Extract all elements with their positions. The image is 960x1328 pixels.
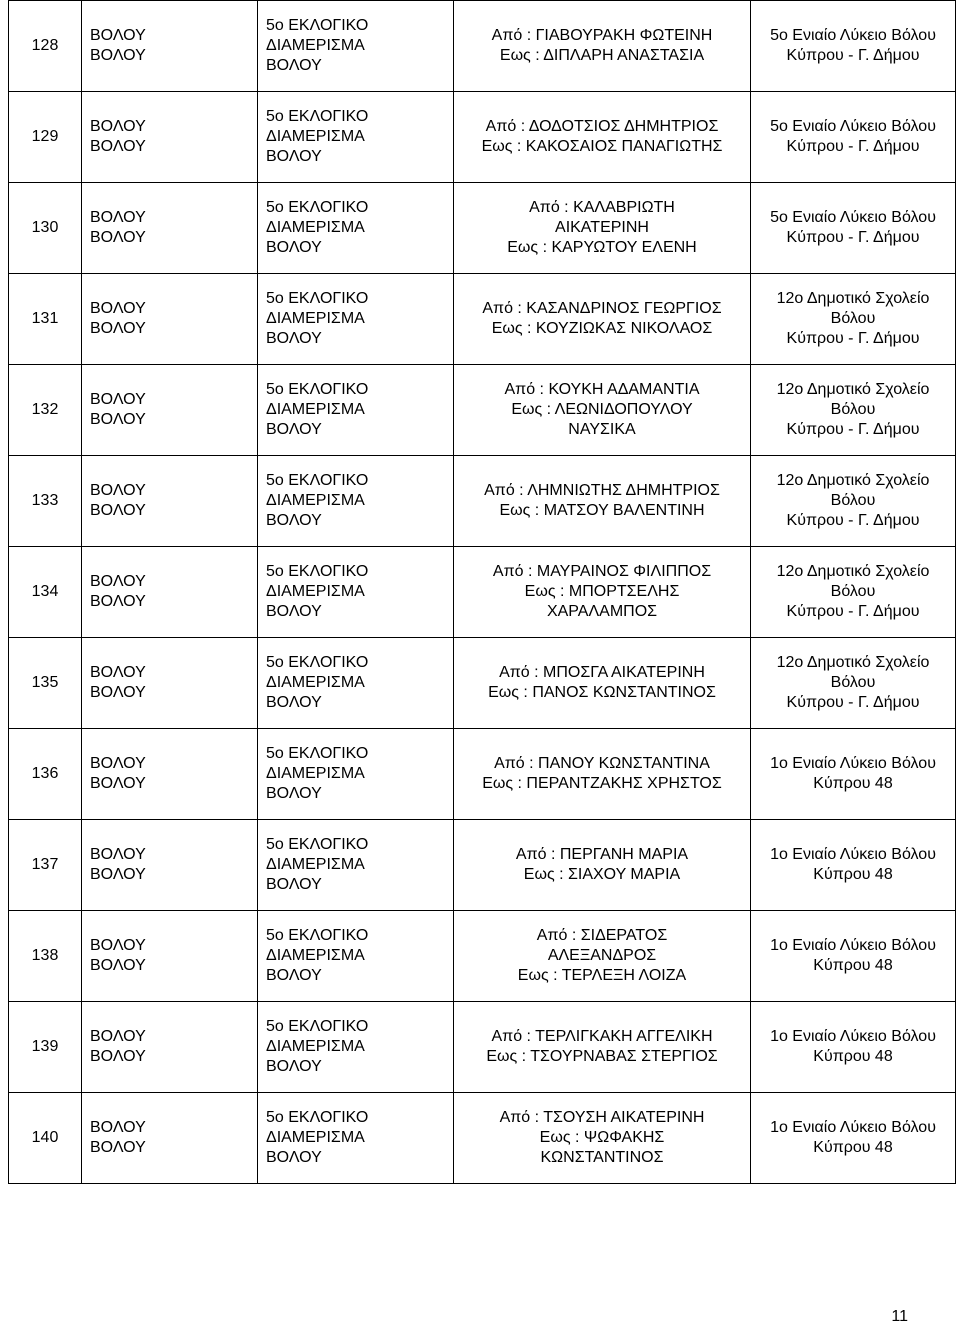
polling-place-cell: 12ο Δημοτικό Σχολείο Βόλου Κύπρου - Γ. Δήμου [751,456,956,547]
surname-range-cell: Από : ΜΠΟΣΓΑ ΑΙΚΑΤΕΡΙΝΗ Εως : ΠΑΝΟΣ ΚΩΝΣΤΑΝΤΙΝΟΣ [454,638,751,729]
municipality-cell: ΒΟΛΟΥ ΒΟΛΟΥ [82,456,258,547]
municipality-cell: ΒΟΛΟΥ ΒΟΛΟΥ [82,638,258,729]
municipality-cell: ΒΟΛΟΥ ΒΟΛΟΥ [82,729,258,820]
station-number: 134 [9,547,82,638]
polling-place-cell: 5ο Ενιαίο Λύκειο Βόλου Κύπρου - Γ. Δήμου [751,183,956,274]
surname-range-cell: Από : ΣΙΔΕΡΑΤΟΣ ΑΛΕΞΑΝΔΡΟΣ Εως : ΤΕΡΛΕΞΗ ΛΟΙΖΑ [454,911,751,1002]
surname-range-cell: Από : ΚΑΣΑΝΔΡΙΝΟΣ ΓΕΩΡΓΙΟΣ Εως : ΚΟΥΖΙΩΚΑΣ ΝΙΚΟΛΑΟΣ [454,274,751,365]
table-row [9,638,956,729]
district-cell: 5ο ΕΚΛΟΓΙΚΟ ΔΙΑΜΕΡΙΣΜΑ ΒΟΛΟΥ [258,911,454,1002]
polling-place-cell: 1ο Ενιαίο Λύκειο Βόλου Κύπρου 48 [751,820,956,911]
polling-place-cell: 1ο Ενιαίο Λύκειο Βόλου Κύπρου 48 [751,1002,956,1093]
district-cell: 5ο ΕΚΛΟΓΙΚΟ ΔΙΑΜΕΡΙΣΜΑ ΒΟΛΟΥ [258,183,454,274]
table-row [9,547,956,638]
surname-range-cell: Από : ΤΣΟΥΣΗ ΑΙΚΑΤΕΡΙΝΗ Εως : ΨΩΦΑΚΗΣ ΚΩΝΣΤΑΝΤΙΝΟΣ [454,1093,751,1184]
municipality-cell: ΒΟΛΟΥ ΒΟΛΟΥ [82,820,258,911]
table-row [9,729,956,820]
table-row [9,274,956,365]
municipality-cell: ΒΟΛΟΥ ΒΟΛΟΥ [82,92,258,183]
table-row [9,365,956,456]
station-number: 128 [9,1,82,92]
surname-range-cell: Από : ΚΟΥΚΗ ΑΔΑΜΑΝΤΙΑ Εως : ΛΕΩΝΙΔΟΠΟΥΛΟΥ ΝΑΥΣΙΚΑ [454,365,751,456]
station-number: 129 [9,92,82,183]
district-cell: 5ο ΕΚΛΟΓΙΚΟ ΔΙΑΜΕΡΙΣΜΑ ΒΟΛΟΥ [258,547,454,638]
polling-place-cell: 1ο Ενιαίο Λύκειο Βόλου Κύπρου 48 [751,1093,956,1184]
municipality-cell: ΒΟΛΟΥ ΒΟΛΟΥ [82,1093,258,1184]
surname-range-cell: Από : ΤΕΡΛΙΓΚΑΚΗ ΑΓΓΕΛΙΚΗ Εως : ΤΣΟΥΡΝΑΒΑΣ ΣΤΕΡΓΙΟΣ [454,1002,751,1093]
surname-range-cell: Από : ΛΗΜΝΙΩΤΗΣ ΔΗΜΗΤΡΙΟΣ Εως : ΜΑΤΣΟΥ ΒΑΛΕΝΤΙΝΗ [454,456,751,547]
table-row [9,1002,956,1093]
municipality-cell: ΒΟΛΟΥ ΒΟΛΟΥ [82,1,258,92]
district-cell: 5ο ΕΚΛΟΓΙΚΟ ΔΙΑΜΕΡΙΣΜΑ ΒΟΛΟΥ [258,638,454,729]
polling-place-cell: 1ο Ενιαίο Λύκειο Βόλου Κύπρου 48 [751,729,956,820]
surname-range-cell: Από : ΠΑΝΟΥ ΚΩΝΣΤΑΝΤΙΝΑ Εως : ΠΕΡΑΝΤΖΑΚΗΣ ΧΡΗΣΤΟΣ [454,729,751,820]
station-number: 140 [9,1093,82,1184]
municipality-cell: ΒΟΛΟΥ ΒΟΛΟΥ [82,1002,258,1093]
table-body [9,1,956,1184]
district-cell: 5ο ΕΚΛΟΓΙΚΟ ΔΙΑΜΕΡΙΣΜΑ ΒΟΛΟΥ [258,1093,454,1184]
surname-range-cell: Από : ΚΑΛΑΒΡΙΩΤΗ ΑΙΚΑΤΕΡΙΝΗ Εως : ΚΑΡΥΩΤΟΥ ΕΛΕΝΗ [454,183,751,274]
station-number: 135 [9,638,82,729]
district-cell: 5ο ΕΚΛΟΓΙΚΟ ΔΙΑΜΕΡΙΣΜΑ ΒΟΛΟΥ [258,1002,454,1093]
table-row [9,456,956,547]
polling-place-cell: 12ο Δημοτικό Σχολείο Βόλου Κύπρου - Γ. Δήμου [751,365,956,456]
polling-place-cell: 1ο Ενιαίο Λύκειο Βόλου Κύπρου 48 [751,911,956,1002]
table-row [9,1,956,92]
station-number: 136 [9,729,82,820]
table-row [9,1093,956,1184]
table-row [9,92,956,183]
polling-place-cell: 12ο Δημοτικό Σχολείο Βόλου Κύπρου - Γ. Δήμου [751,274,956,365]
surname-range-cell: Από : ΜΑΥΡΑΙΝΟΣ ΦΙΛΙΠΠΟΣ Εως : ΜΠΟΡΤΣΕΛΗΣ ΧΑΡΑΛΑΜΠΟΣ [454,547,751,638]
surname-range-cell: Από : ΓΙΑΒΟΥΡΑΚΗ ΦΩΤΕΙΝΗ Εως : ΔΙΠΛΑΡΗ ΑΝΑΣΤΑΣΙΑ [454,1,751,92]
table-row [9,820,956,911]
district-cell: 5ο ΕΚΛΟΓΙΚΟ ΔΙΑΜΕΡΙΣΜΑ ΒΟΛΟΥ [258,729,454,820]
surname-range-cell: Από : ΠΕΡΓΑΝΗ ΜΑΡΙΑ Εως : ΣΙΑΧΟΥ ΜΑΡΙΑ [454,820,751,911]
table-row [9,911,956,1002]
table-row [9,183,956,274]
district-cell: 5ο ΕΚΛΟΓΙΚΟ ΔΙΑΜΕΡΙΣΜΑ ΒΟΛΟΥ [258,365,454,456]
station-number: 131 [9,274,82,365]
page-number: 11 [891,1308,908,1325]
station-number: 132 [9,365,82,456]
district-cell: 5ο ΕΚΛΟΓΙΚΟ ΔΙΑΜΕΡΙΣΜΑ ΒΟΛΟΥ [258,456,454,547]
polling-place-cell: 5ο Ενιαίο Λύκειο Βόλου Κύπρου - Γ. Δήμου [751,1,956,92]
station-number: 130 [9,183,82,274]
polling-place-cell: 12ο Δημοτικό Σχολείο Βόλου Κύπρου - Γ. Δήμου [751,547,956,638]
station-number: 139 [9,1002,82,1093]
station-number: 133 [9,456,82,547]
station-number: 137 [9,820,82,911]
polling-place-cell: 5ο Ενιαίο Λύκειο Βόλου Κύπρου - Γ. Δήμου [751,92,956,183]
municipality-cell: ΒΟΛΟΥ ΒΟΛΟΥ [82,547,258,638]
municipality-cell: ΒΟΛΟΥ ΒΟΛΟΥ [82,274,258,365]
station-number: 138 [9,911,82,1002]
municipality-cell: ΒΟΛΟΥ ΒΟΛΟΥ [82,183,258,274]
polling-stations-table [8,0,956,1184]
municipality-cell: ΒΟΛΟΥ ΒΟΛΟΥ [82,365,258,456]
surname-range-cell: Από : ΔΟΔΟΤΣΙΟΣ ΔΗΜΗΤΡΙΟΣ Εως : ΚΑΚΟΣΑΙΟΣ ΠΑΝΑΓΙΩΤΗΣ [454,92,751,183]
district-cell: 5ο ΕΚΛΟΓΙΚΟ ΔΙΑΜΕΡΙΣΜΑ ΒΟΛΟΥ [258,274,454,365]
district-cell: 5ο ΕΚΛΟΓΙΚΟ ΔΙΑΜΕΡΙΣΜΑ ΒΟΛΟΥ [258,1,454,92]
district-cell: 5ο ΕΚΛΟΓΙΚΟ ΔΙΑΜΕΡΙΣΜΑ ΒΟΛΟΥ [258,92,454,183]
district-cell: 5ο ΕΚΛΟΓΙΚΟ ΔΙΑΜΕΡΙΣΜΑ ΒΟΛΟΥ [258,820,454,911]
municipality-cell: ΒΟΛΟΥ ΒΟΛΟΥ [82,911,258,1002]
polling-place-cell: 12ο Δημοτικό Σχολείο Βόλου Κύπρου - Γ. Δήμου [751,638,956,729]
